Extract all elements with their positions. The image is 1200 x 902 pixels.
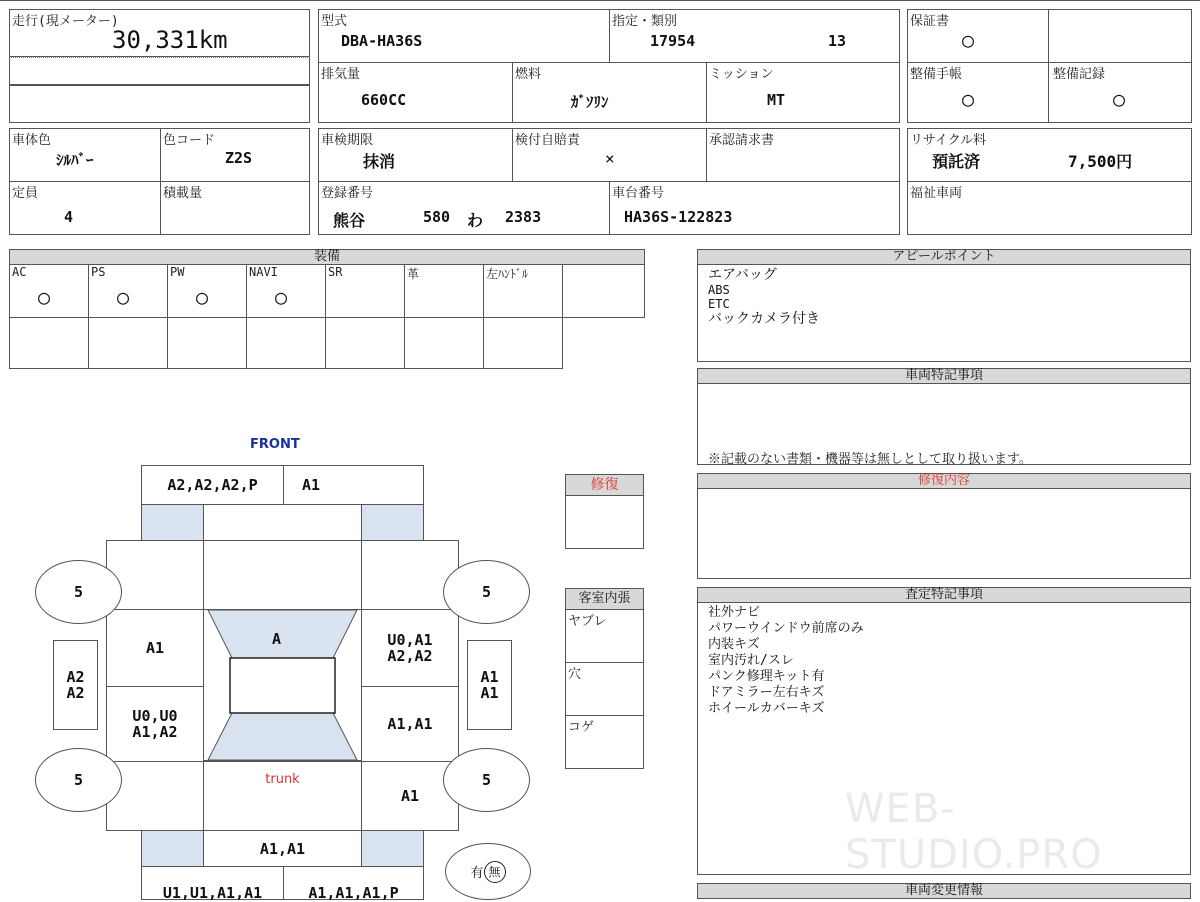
approval-cell bbox=[706, 128, 900, 182]
displacement-cell bbox=[318, 62, 513, 123]
equipment-cell bbox=[88, 264, 168, 318]
assessment-line: パンク修理キット有 bbox=[708, 669, 825, 684]
designation-value: 17954 bbox=[650, 32, 696, 50]
assessment-line: ドアミラー左右キズ bbox=[708, 685, 825, 700]
appeal-box bbox=[697, 264, 1191, 362]
equipment-cell bbox=[483, 264, 563, 318]
designation-label: 指定・類別 bbox=[612, 14, 678, 29]
trunk-panel bbox=[203, 761, 362, 831]
rear-bumper-right: A1,A1,A1,P bbox=[283, 866, 424, 900]
fuel-value: ｶﾞｿﾘﾝ bbox=[571, 93, 609, 111]
equipment-label: PW bbox=[170, 265, 185, 279]
trunk-label: trunk bbox=[265, 772, 300, 787]
registration-kana: わ bbox=[467, 211, 484, 230]
equipment-blank-cell bbox=[325, 317, 405, 369]
model-value: DBA-HA36S bbox=[341, 32, 423, 50]
maintenance-book-label: 整備手帳 bbox=[910, 67, 963, 82]
equipment-blank-cell bbox=[404, 317, 484, 369]
appeal-line: ABS bbox=[708, 283, 730, 297]
top-edge-line bbox=[0, 0, 1200, 2]
equipment-blank-cell bbox=[9, 317, 89, 369]
spare-tire-indicator bbox=[445, 843, 531, 900]
interior-row-label: コゲ bbox=[568, 720, 595, 735]
welfare-label: 福祉車両 bbox=[910, 186, 963, 201]
warranty-label: 保証書 bbox=[910, 14, 950, 29]
repair-content-box bbox=[697, 488, 1191, 579]
displacement-value: 660CC bbox=[361, 91, 407, 109]
appeal-line: バックカメラ付き bbox=[708, 311, 820, 327]
transmission-value: MT bbox=[767, 91, 786, 109]
rear-left-pillar bbox=[141, 830, 204, 867]
interior-row-label: ヤブレ bbox=[568, 614, 607, 629]
color-code-value: Z2S bbox=[225, 149, 253, 167]
equipment-cell bbox=[167, 264, 247, 318]
repair-box-title: 修復 bbox=[565, 474, 644, 496]
interior-title: 客室内張 bbox=[565, 588, 644, 610]
equipment-value: ○ bbox=[275, 285, 288, 309]
insurance-label: 検付自賠責 bbox=[515, 133, 581, 148]
capacity-value: 4 bbox=[64, 208, 74, 226]
equipment-value: ○ bbox=[196, 285, 209, 309]
equipment-cell bbox=[404, 264, 484, 318]
appeal-line: エアバッグ bbox=[708, 267, 777, 283]
body-color-value: ｼﾙﾊﾞｰ bbox=[56, 151, 94, 169]
change-info-title: 車両変更情報 bbox=[697, 883, 1191, 899]
rear-left-door bbox=[106, 686, 204, 762]
inspection-value: 抹消 bbox=[363, 152, 396, 171]
tire-rear-right: 5 bbox=[443, 748, 530, 812]
front-left-pillar bbox=[141, 504, 204, 541]
fuel-cell bbox=[512, 62, 707, 123]
assessment-line: ホイールカバーキズ bbox=[708, 701, 825, 716]
equipment-label: AC bbox=[12, 265, 27, 279]
equipment-extra-cell bbox=[562, 264, 645, 318]
equipment-cell bbox=[246, 264, 326, 318]
vehicle-notes-box bbox=[697, 383, 1191, 465]
recycle-status: 預託済 bbox=[932, 152, 981, 171]
left-step-label: A2 A2 bbox=[66, 668, 85, 702]
chassis-cell bbox=[609, 181, 900, 235]
assessment-line: パワーウインドウ前席のみ bbox=[708, 621, 864, 636]
transmission-cell bbox=[706, 62, 900, 123]
rear-bumper-left: U1,U1,A1,A1 bbox=[141, 866, 284, 900]
interior-row-burn bbox=[565, 715, 644, 769]
registration-cell bbox=[318, 181, 610, 235]
fuel-label: 燃料 bbox=[515, 67, 542, 82]
designation-cell bbox=[609, 9, 900, 63]
rear-right-door: A1,A1 bbox=[361, 686, 459, 762]
tire-front-right: 5 bbox=[443, 560, 530, 624]
equipment-value: ○ bbox=[38, 285, 51, 309]
roof-label: A bbox=[272, 630, 282, 648]
front-bumper-right: A1 bbox=[283, 465, 424, 505]
front-bumper-left: A2,A2,A2,P bbox=[141, 465, 284, 505]
inspection-label: 車検期限 bbox=[321, 133, 374, 148]
tire-front-left: 5 bbox=[35, 560, 122, 624]
maintenance-record-value: ○ bbox=[1113, 87, 1126, 111]
tire-rear-left: 5 bbox=[35, 748, 122, 812]
rear-right-fender: A1 bbox=[361, 761, 459, 831]
spare-present-label: 有 bbox=[470, 866, 484, 881]
equipment-value: ○ bbox=[117, 285, 130, 309]
chassis-value: HA36S-122823 bbox=[624, 208, 733, 226]
load-cell bbox=[160, 181, 310, 235]
color-code-label: 色コード bbox=[163, 133, 216, 148]
assessment-title: 査定特記事項 bbox=[697, 587, 1191, 603]
right-step bbox=[467, 640, 512, 730]
front-right-door bbox=[361, 609, 459, 687]
rear-left-door-label: U0,U0 A1,A2 bbox=[132, 707, 178, 741]
welfare-cell bbox=[907, 181, 1192, 235]
roof-glass-shape bbox=[203, 609, 362, 761]
rear-panel: A1,A1 bbox=[203, 830, 362, 867]
registration-number: 2383 bbox=[505, 208, 542, 226]
front-right-pillar bbox=[361, 504, 424, 541]
maintenance-book-value: ○ bbox=[962, 87, 975, 111]
left-step bbox=[53, 640, 98, 730]
interior-row-label: 穴 bbox=[568, 667, 582, 682]
front-left-door: A1 bbox=[106, 609, 204, 687]
interior-row-tear bbox=[565, 609, 644, 663]
warranty-cell bbox=[907, 9, 1049, 63]
mileage-sub-cell bbox=[9, 57, 310, 85]
color-code-cell bbox=[160, 128, 310, 182]
warranty-value: ○ bbox=[962, 28, 975, 52]
registration-label: 登録番号 bbox=[321, 186, 374, 201]
body-color-label: 車体色 bbox=[12, 133, 52, 148]
model-label: 型式 bbox=[321, 14, 348, 29]
equipment-blank-cell bbox=[88, 317, 168, 369]
repair-content-title: 修復内容 bbox=[697, 473, 1191, 489]
interior-row-hole bbox=[565, 662, 644, 716]
approval-label: 承認請求書 bbox=[709, 133, 775, 148]
equipment-title: 装備 bbox=[9, 249, 645, 265]
mileage-label: 走行(現メーター) bbox=[12, 14, 119, 29]
registration-class: 580 bbox=[423, 208, 451, 226]
mileage-extra-cell bbox=[9, 85, 310, 123]
body-color-cell bbox=[9, 128, 161, 182]
assessment-line: 内装キズ bbox=[708, 637, 760, 652]
spare-none-label: 無 bbox=[484, 861, 506, 883]
vehicle-notes-text: ※記載のない書類・機器等は無しとして取り扱います。 bbox=[708, 452, 1032, 467]
watermark: WEB-STUDIO.PRO bbox=[845, 786, 1103, 878]
capacity-label: 定員 bbox=[12, 186, 39, 201]
rear-right-pillar bbox=[361, 830, 424, 867]
model-cell bbox=[318, 9, 610, 63]
equipment-label: 革 bbox=[407, 267, 420, 281]
front-label: FRONT bbox=[250, 437, 300, 452]
warranty-extra-cell bbox=[1048, 9, 1192, 63]
insurance-cell bbox=[512, 128, 707, 182]
assessment-line: 室内汚れ/スレ bbox=[708, 653, 794, 668]
transmission-label: ミッション bbox=[709, 67, 774, 82]
assessment-line: 社外ナビ bbox=[708, 605, 761, 620]
equipment-label: 左ﾊﾝﾄﾞﾙ bbox=[486, 267, 529, 281]
load-label: 積載量 bbox=[163, 186, 203, 201]
equipment-label: PS bbox=[91, 265, 106, 279]
equipment-label: NAVI bbox=[249, 265, 278, 279]
mileage-value: 30,331km bbox=[112, 26, 228, 54]
right-step-label: A1 A1 bbox=[480, 668, 499, 702]
equipment-blank-cell bbox=[483, 317, 563, 369]
hood bbox=[203, 504, 362, 541]
maintenance-book-cell bbox=[907, 62, 1049, 123]
recycle-amount: 7,500円 bbox=[1068, 152, 1133, 171]
maintenance-record-cell bbox=[1048, 62, 1192, 123]
capacity-cell bbox=[9, 181, 161, 235]
recycle-cell bbox=[907, 128, 1192, 182]
registration-area: 熊谷 bbox=[333, 211, 366, 230]
recycle-label: リサイクル料 bbox=[910, 133, 987, 148]
category-value: 13 bbox=[828, 32, 847, 50]
equipment-blank-cell bbox=[246, 317, 326, 369]
equipment-cell bbox=[325, 264, 405, 318]
appeal-title: アピールポイント bbox=[697, 249, 1191, 265]
equipment-cell bbox=[9, 264, 89, 318]
inspection-cell bbox=[318, 128, 513, 182]
chassis-label: 車台番号 bbox=[612, 186, 665, 201]
appeal-line: ETC bbox=[708, 297, 730, 311]
equipment-blank-cell bbox=[167, 317, 247, 369]
displacement-label: 排気量 bbox=[321, 67, 361, 82]
vehicle-notes-title: 車両特記事項 bbox=[697, 368, 1191, 384]
windshield-area bbox=[203, 540, 362, 610]
front-right-door-label: U0,A1 A2,A2 bbox=[387, 631, 433, 665]
insurance-value: × bbox=[605, 149, 615, 168]
maintenance-record-label: 整備記録 bbox=[1053, 67, 1106, 82]
repair-box bbox=[565, 495, 644, 549]
equipment-label: SR bbox=[328, 265, 343, 279]
mileage-cell bbox=[9, 9, 310, 57]
